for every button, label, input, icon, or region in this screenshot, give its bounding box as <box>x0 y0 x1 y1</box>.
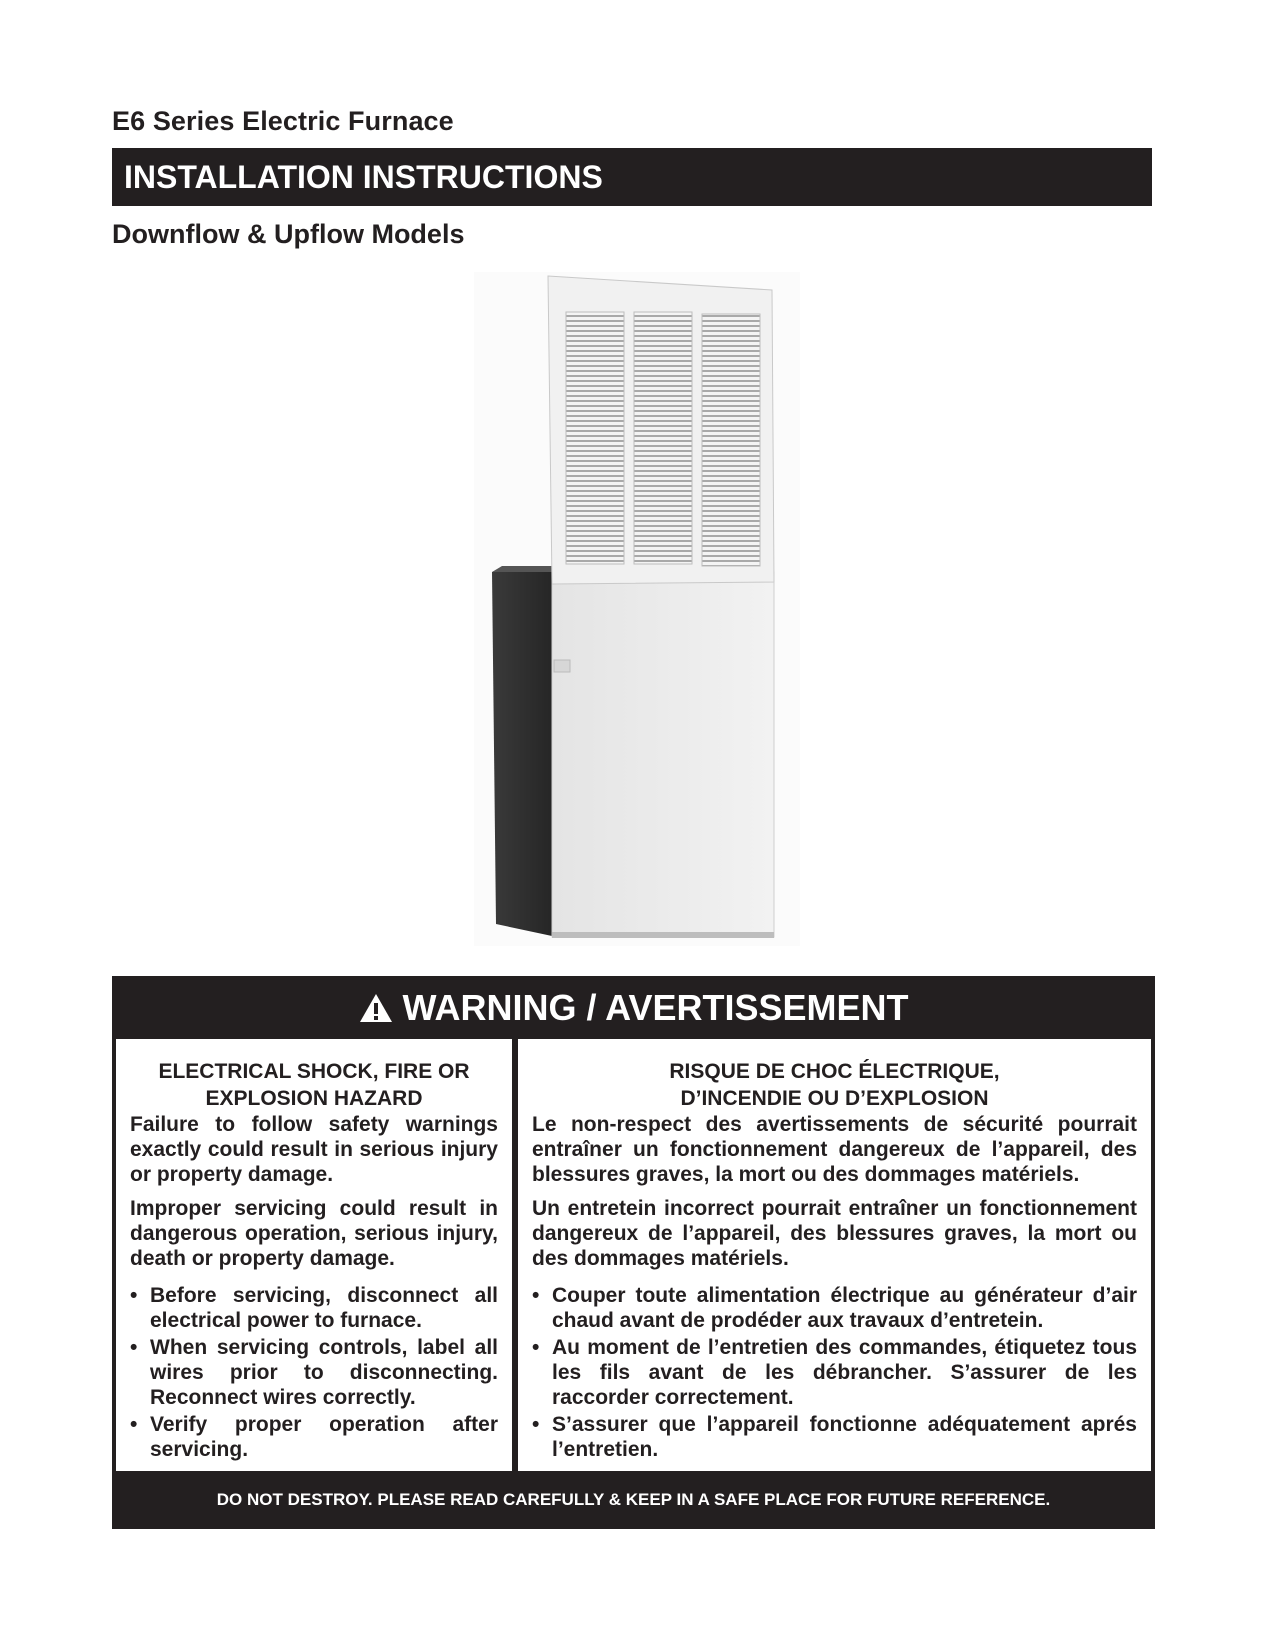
warning-paragraph: Le non-respect des avertissements de sécurité pourrait entraîner un fonctionnement dangereux de l’appareil, des blessures graves, la mort ou des dommages matériels. <box>532 1113 1137 1186</box>
warning-triangle-icon <box>358 992 394 1024</box>
warning-box <box>112 976 1155 1529</box>
list-item: • Verify proper operation after servicing. <box>130 1412 498 1462</box>
hazard-line-1: RISQUE DE CHOC ÉLECTRIQUE, <box>669 1060 1000 1083</box>
warning-heading <box>112 976 1155 1039</box>
list-item: • Before servicing, disconnect all electrical power to furnace. <box>130 1283 498 1333</box>
warning-paragraph: Failure to follow safety warnings exactly could result in serious injury or property damage. <box>130 1113 498 1186</box>
warning-french <box>518 1039 1151 1471</box>
warning-paragraph: Un entretein incorrect pourrait entraîner un fonctionnement dangereux de l’appareil, des blessures graves, la mort ou des dommages matériels. <box>532 1197 1137 1270</box>
hazard-line-2: EXPLOSION HAZARD <box>205 1087 423 1110</box>
warning-bullets-en <box>130 1283 498 1462</box>
warning-footer-text: DO NOT DESTROY. PLEASE READ CAREFULLY & KEEP IN A SAFE PLACE FOR FUTURE REFERENCE. <box>216 1490 1051 1509</box>
list-item: • S’assurer que l’appareil fonctionne adéquatement aprés l’entretien. <box>532 1412 1137 1462</box>
furnace-illustration <box>474 272 800 946</box>
hazard-title-en <box>130 1058 498 1112</box>
subtitle: Downflow & Upflow Models <box>112 219 465 249</box>
warning-footer <box>112 1471 1155 1529</box>
doc-title-bar <box>112 148 1152 206</box>
series-title: E6 Series Electric Furnace <box>112 106 454 136</box>
warning-english <box>116 1039 512 1471</box>
warning-bullets-fr <box>532 1283 1137 1462</box>
list-item: • When servicing controls, label all wires prior to disconnecting. Reconnect wires correctly. <box>130 1335 498 1410</box>
list-item: • Au moment de l’entretien des commandes, étiquetez tous les fils avant de les débrancher. S’assurer de les raccorder correctement. <box>532 1335 1137 1410</box>
list-item: • Couper toute alimentation électrique au générateur d’air chaud avant de prodéder aux travaux d’entretein. <box>532 1283 1137 1333</box>
doc-title: INSTALLATION INSTRUCTIONS <box>124 158 603 195</box>
warning-heading-text: WARNING / AVERTISSEMENT <box>402 986 909 1028</box>
furnace-product-image <box>474 272 800 946</box>
hazard-line-2: D’INCENDIE OU D’EXPLOSION <box>680 1087 989 1110</box>
hazard-line-1: ELECTRICAL SHOCK, FIRE OR <box>158 1060 470 1083</box>
hazard-title-fr <box>532 1058 1137 1112</box>
warning-paragraph: Improper servicing could result in dangerous operation, serious injury, death or property damage. <box>130 1197 498 1270</box>
